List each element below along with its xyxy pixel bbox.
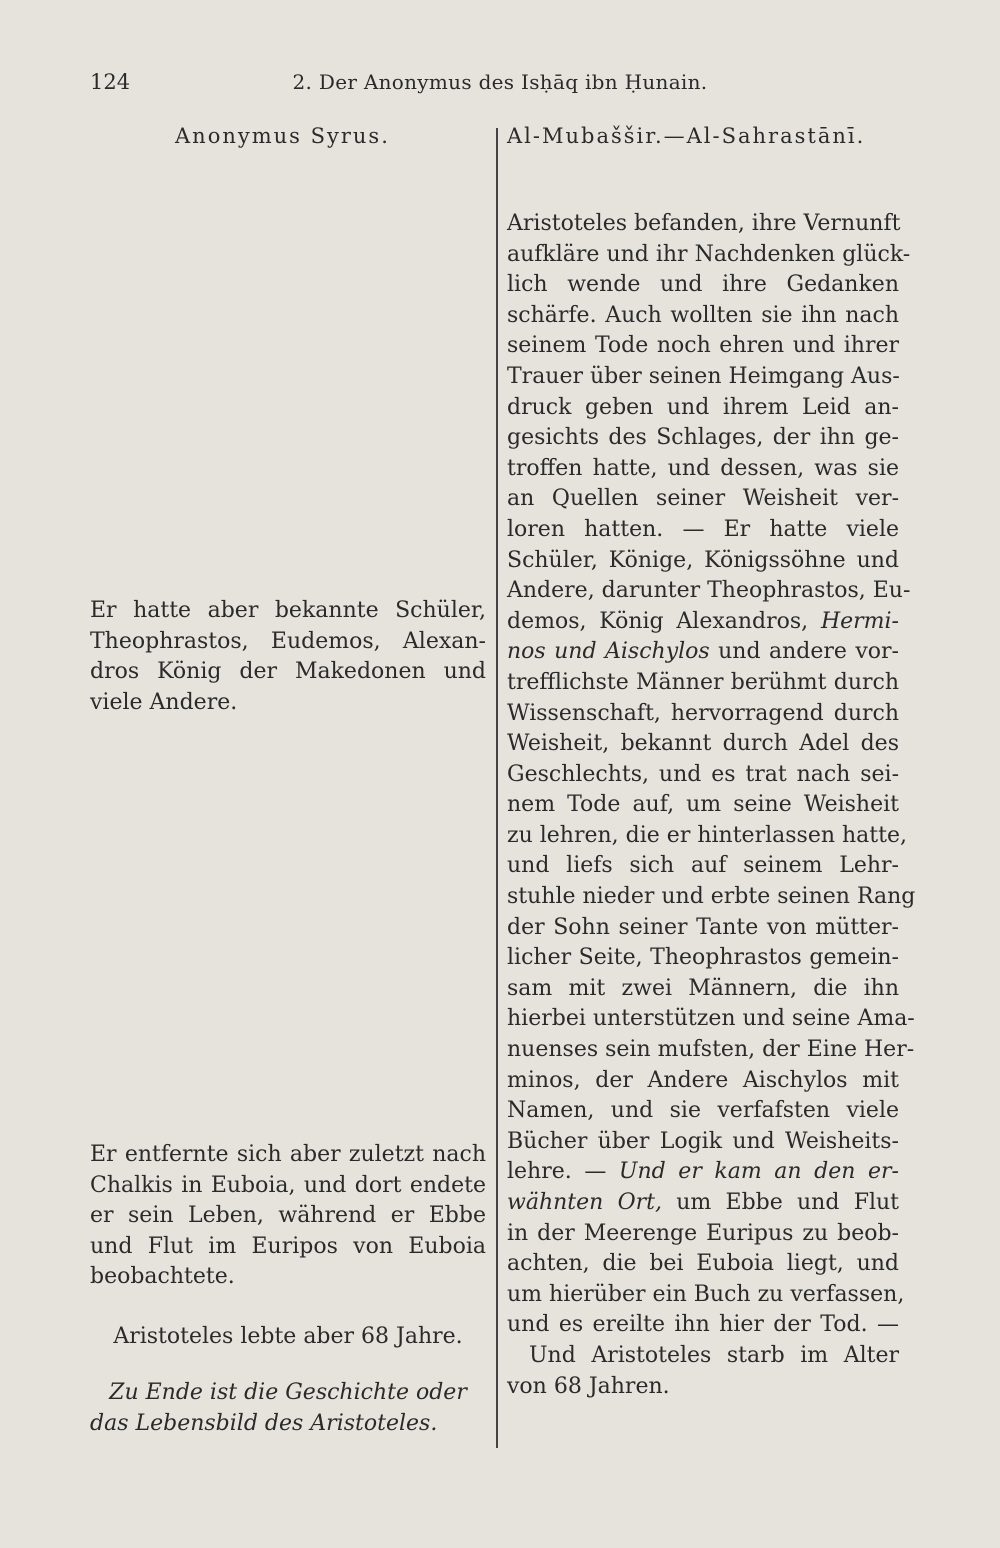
text-line: wähnten Ort, um Ebbe und Flut	[507, 1190, 899, 1215]
text-line: zu lehren, die er hinterlassen hatte,	[507, 822, 907, 848]
italic-phrase: wähnten Ort,	[507, 1190, 662, 1215]
left-paragraph-students	[90, 596, 486, 718]
text-line: Schüler, Könige, Königssöhne und	[507, 547, 899, 573]
text-line: achten, die bei Euboia liegt, und	[507, 1251, 899, 1277]
text-line: schärfe. Auch wollten sie ihn nach	[507, 302, 899, 328]
text-line: Aristoteles befanden, ihre Vernunft	[507, 211, 901, 236]
text-line: nem Tode auf, um seine Weisheit	[507, 792, 899, 818]
text-line: Aristoteles lebte aber 68 Jahre.	[113, 1324, 463, 1349]
italic-phrase: nos und Aischylos	[507, 639, 710, 665]
text-line: und liefs sich auf seinem Lehr-	[507, 853, 899, 879]
text-line: aufkläre und ihr Nachdenken glück-	[507, 241, 911, 267]
text-line: licher Seite, Theophrastos gemein-	[507, 945, 899, 971]
left-paragraph-chalkis	[90, 1140, 486, 1293]
column-divider	[496, 128, 498, 1448]
italic-phrase: Hermi-	[820, 608, 899, 634]
text-line: Geschlechts, und es trat nach sei-	[507, 761, 899, 787]
text-line: minos, der Andere Aischylos mit	[507, 1067, 899, 1093]
text-line: Er entfernte sich aber zuletzt nach	[90, 1142, 486, 1167]
text-line: an Quellen seiner Weisheit ver-	[507, 486, 899, 512]
right-column-text	[507, 209, 916, 1402]
text-line: Weisheit, bekannt durch Adel des	[507, 731, 899, 757]
text-line: das Lebensbild des Aristoteles.	[90, 1410, 438, 1436]
text-line: sam mit zwei Männern, die ihn	[507, 975, 899, 1001]
running-head	[90, 70, 910, 100]
text-line: nos und Aischylos und andere vor-	[507, 639, 899, 665]
text-line: troffen hatte, und dessen, was sie	[507, 455, 899, 481]
text-line: Er hatte aber bekannte Schüler,	[90, 598, 486, 623]
text-line: Chalkis in Euboia, und dort endete	[90, 1172, 486, 1198]
text-line: er sein Leben, während er Ebbe	[90, 1203, 486, 1229]
text-line: Wissenschaft, hervorragend durch	[507, 700, 899, 726]
text-line: der Sohn seiner Tante von mütter-	[507, 914, 899, 940]
running-title: 2. Der Anonymus des Isḥāq ibn Ḥunain.	[292, 70, 708, 94]
text-line: lich wende und ihre Gedanken	[507, 272, 899, 298]
text-line: dros König der Makedonen und	[90, 659, 486, 685]
text-line: gesichts des Schlages, der ihn ge-	[507, 425, 899, 451]
text-line: viele Andere.	[90, 689, 238, 715]
text-line: von 68 Jahren.	[507, 1373, 670, 1399]
text-line: trefflichste Männer berühmt durch	[507, 669, 899, 695]
text-line: seinem Tode noch ehren und ihrer	[507, 333, 899, 359]
text-line: um hierüber ein Buch zu verfassen,	[507, 1281, 905, 1307]
text-line: Trauer über seinen Heimgang Aus-	[507, 363, 900, 389]
text-line: in der Meerenge Euripus zu beob-	[507, 1220, 899, 1246]
text-line: nuenses sein mufsten, der Eine Her-	[507, 1037, 915, 1063]
text-line: demos, König Alexandros, Hermi-	[507, 608, 899, 634]
text-line: und es ereilte ihn hier der Tod. —	[507, 1312, 899, 1338]
left-column-title: Anonymus Syrus.	[175, 124, 390, 148]
text-line: Namen, und sie verfafsten viele	[507, 1098, 899, 1124]
right-column-title: Al-Mubaššir.—Al-Sahrastānī.	[507, 124, 866, 148]
left-closing-note	[90, 1378, 486, 1439]
page-number: 124	[90, 70, 131, 94]
text-line: lehre. — Und er kam an den er-	[507, 1159, 899, 1185]
text-line: beobachtete.	[90, 1264, 235, 1290]
text-line: druck geben und ihrem Leid an-	[507, 394, 899, 420]
text-line: Theophrastos, Eudemos, Alexan-	[90, 628, 486, 654]
text-line: Andere, darunter Theophrastos, Eu-	[507, 578, 911, 604]
text-line: loren hatten. — Er hatte viele	[507, 516, 899, 542]
text-line: Und Aristoteles starb im Alter	[529, 1342, 899, 1368]
left-paragraph-age	[90, 1322, 486, 1353]
text-line: stuhle nieder und erbte seinen Rang	[507, 884, 916, 910]
text-line: Zu Ende ist die Geschichte oder	[109, 1380, 467, 1405]
italic-phrase: Und er kam an den er-	[618, 1159, 899, 1185]
text-line: und Flut im Euripos von Euboia	[90, 1233, 486, 1259]
text-line: hierbei unterstützen und seine Ama-	[507, 1006, 915, 1032]
text-line: Bücher über Logik und Weisheits-	[507, 1128, 899, 1154]
